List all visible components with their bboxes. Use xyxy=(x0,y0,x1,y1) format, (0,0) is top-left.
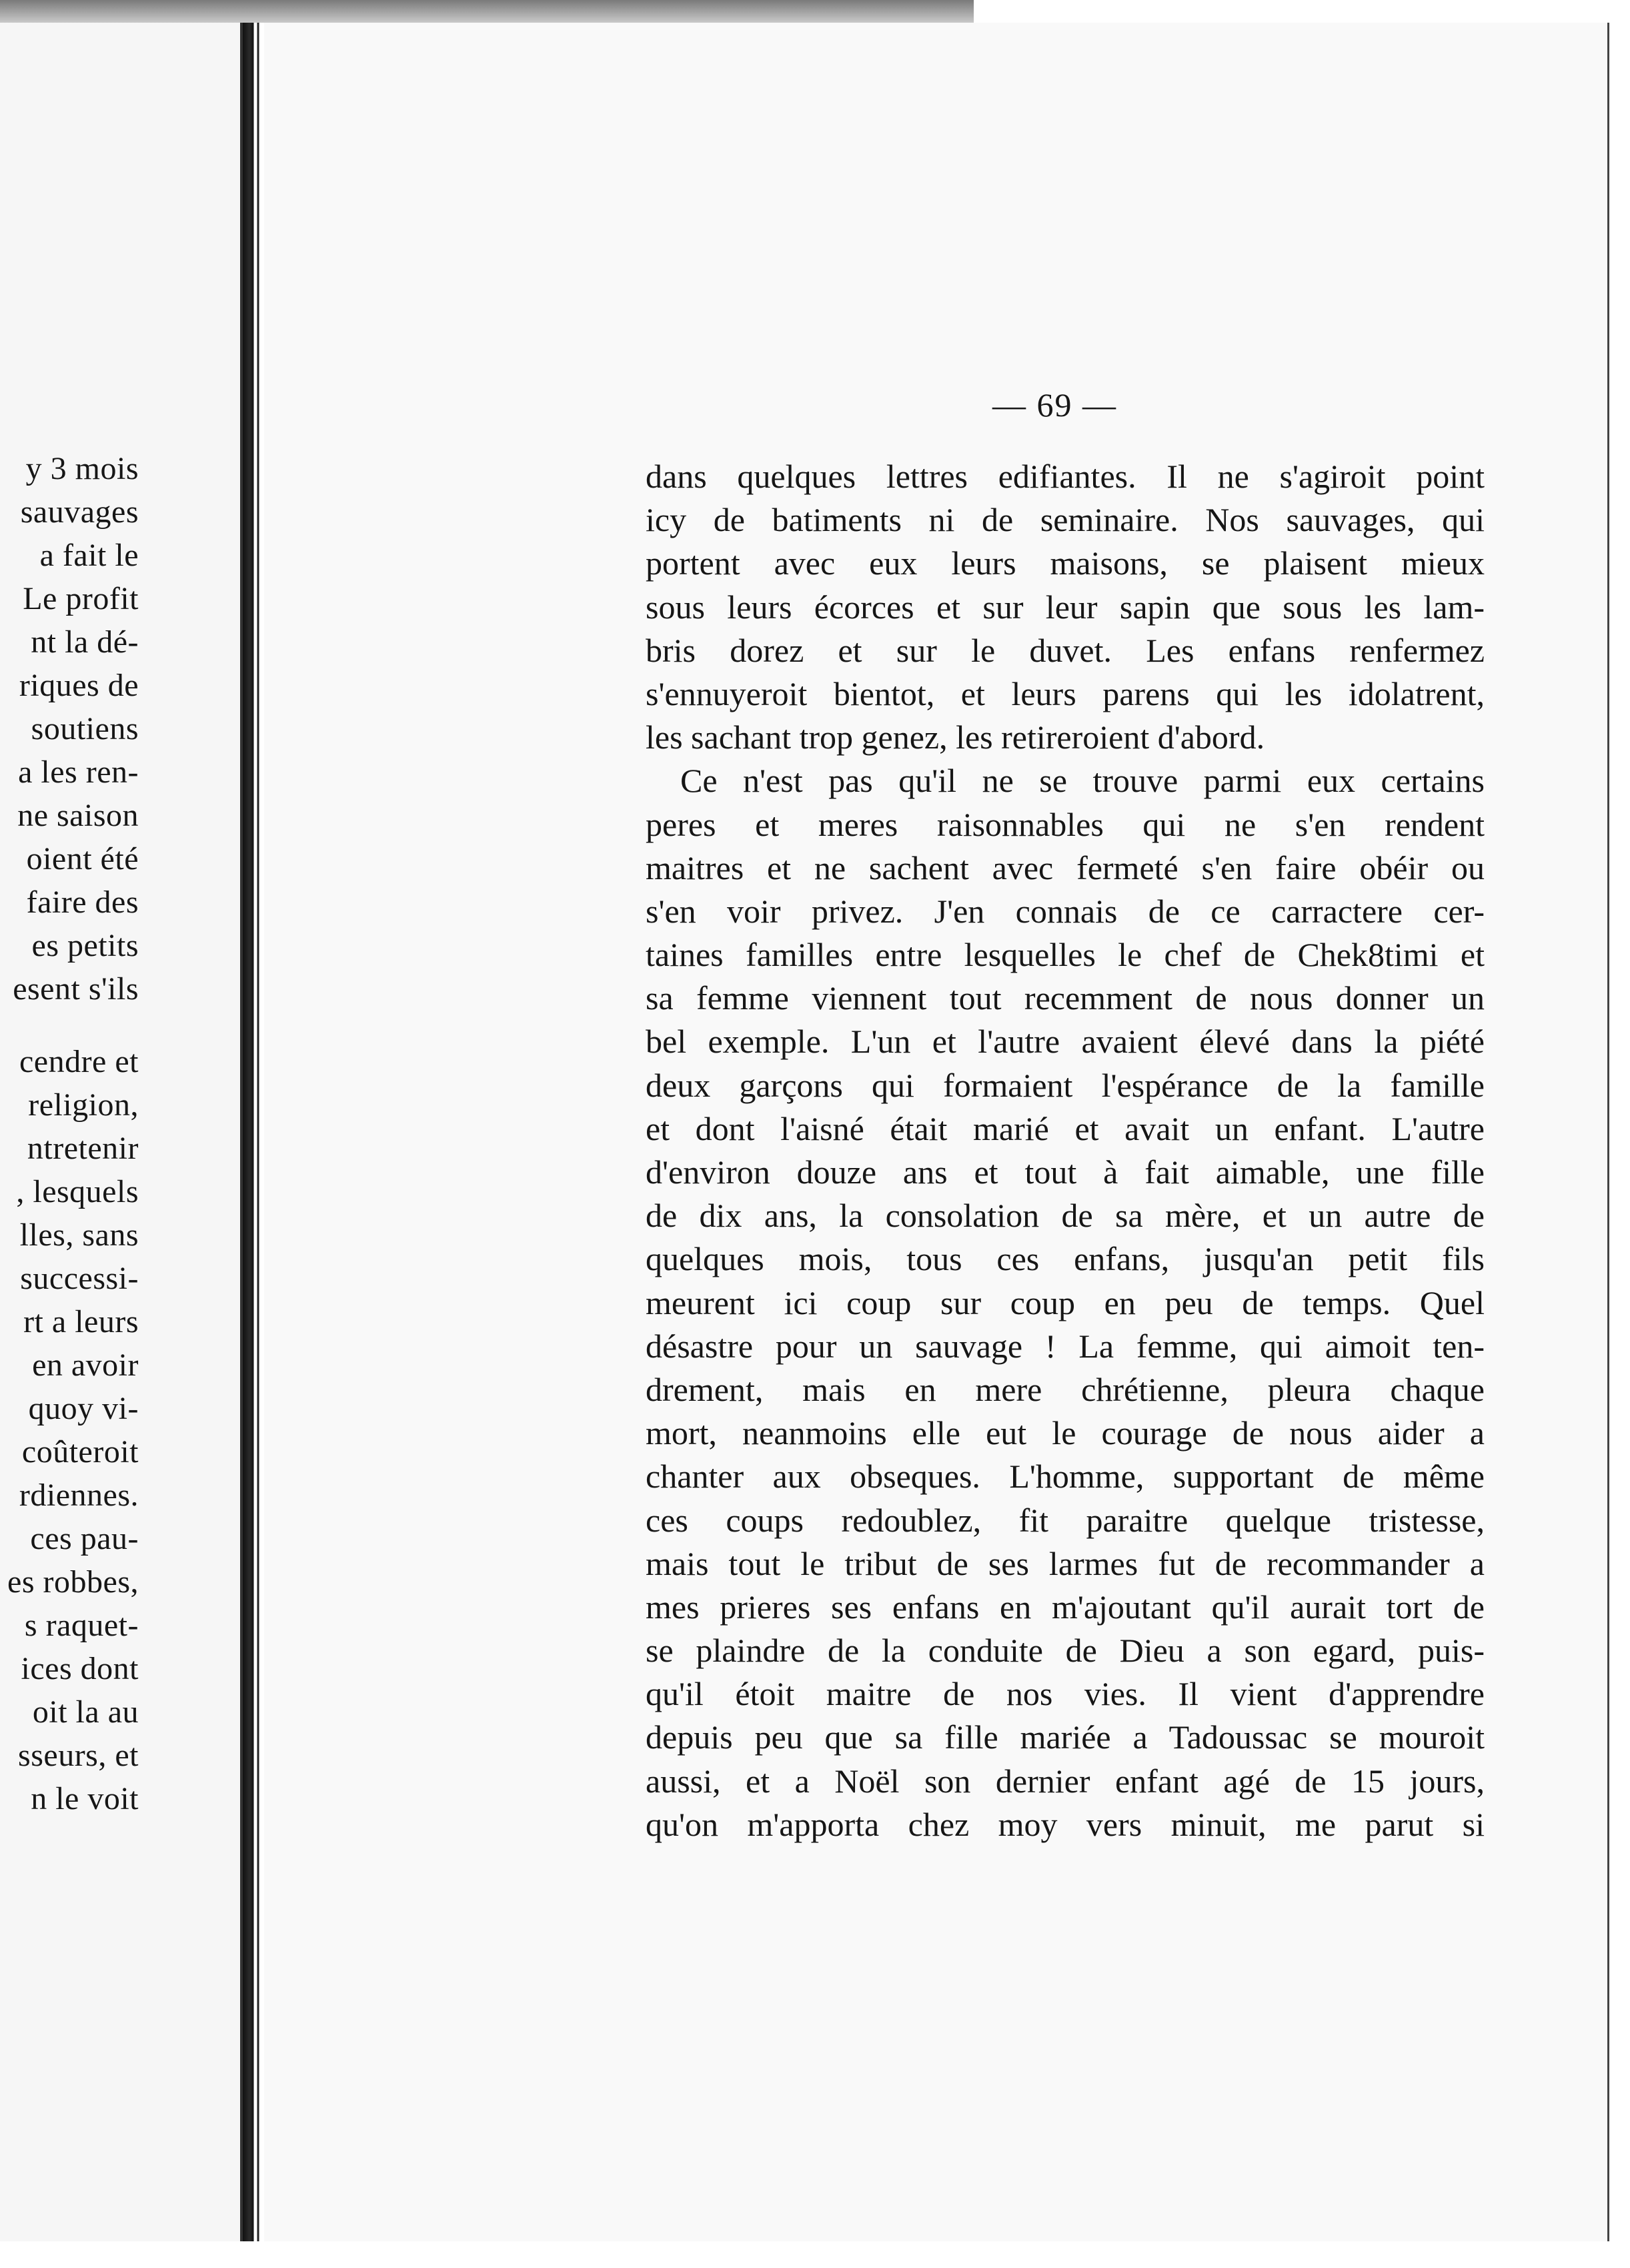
text-line: d'environ douze ans et tout à fait aimable, une fille xyxy=(646,1153,1485,1191)
text-line: de dix ans, la consolation de sa mère, et un autre de xyxy=(646,1197,1485,1235)
previous-page-line: sauvages xyxy=(20,494,139,530)
text-line: bris dorez et sur le duvet. Les enfans renfermez xyxy=(646,631,1485,669)
body-text xyxy=(646,455,1485,1846)
previous-page-line: esent s'ils xyxy=(13,971,139,1007)
previous-page-line: faire des xyxy=(26,885,139,920)
text-line: depuis peu que sa fille mariée a Tadoussac se mouroit xyxy=(646,1718,1485,1756)
previous-page-line: riques de xyxy=(19,668,139,703)
text-line: dans quelques lettres edifiantes. Il ne s'agiroit point xyxy=(646,458,1485,495)
text-line: icy de batiments ni de seminaire. Nos sauvages, qui xyxy=(646,501,1485,539)
previous-page-line: s raquet- xyxy=(24,1608,139,1643)
previous-page-line: en avoir xyxy=(32,1347,139,1383)
scan-bottom-margin xyxy=(0,2241,1630,2268)
text-line: taines familles entre lesquelles le chef de Chek8timi et xyxy=(646,936,1485,974)
text-line: mort, neanmoins elle eut le courage de nous aider a xyxy=(646,1414,1485,1452)
previous-page-line: successi- xyxy=(20,1261,139,1296)
previous-page-line: a fait le xyxy=(39,538,139,573)
paragraph-gap xyxy=(0,1011,139,1040)
text-line: deux garçons qui formaient l'espérance de la famille xyxy=(646,1066,1485,1104)
scanner-edge xyxy=(0,0,974,23)
text-line: drement, mais en mere chrétienne, pleura chaque xyxy=(646,1370,1485,1408)
current-page xyxy=(264,23,1609,2243)
previous-page-line: ices dont xyxy=(21,1651,139,1686)
text-line: se plaindre de la conduite de Dieu a son egard, puis- xyxy=(646,1632,1485,1670)
previous-page-line: religion, xyxy=(28,1087,139,1123)
text-line: meurent ici coup sur coup en peu de temps. Quel xyxy=(646,1283,1485,1321)
text-line: maitres et ne sachent avec fermeté s'en faire obéir ou xyxy=(646,848,1485,887)
page-number: — 69 — xyxy=(992,386,1117,424)
text-line: mes prieres ses enfans en m'ajoutant qu'il aurait tort de xyxy=(646,1588,1485,1626)
previous-page-line: lles, sans xyxy=(19,1217,139,1253)
previous-page-line: coûteroit xyxy=(21,1434,139,1470)
text-line: les sachant trop genez, les retireroient d'abord. xyxy=(646,718,1265,756)
previous-page-line: quoy vi- xyxy=(28,1391,139,1426)
previous-page-line: ntretenir xyxy=(27,1131,139,1166)
text-line: sa femme viennent tout recemment de nous donner un xyxy=(646,979,1485,1017)
text-line: ces coups redoublez, fit paraitre quelque tristesse, xyxy=(646,1501,1485,1539)
text-line: portent avec eux leurs maisons, se plaisent mieux xyxy=(646,544,1485,582)
text-line: Ce n'est pas qu'il ne se trouve parmi eux certains xyxy=(680,762,1485,800)
text-line: qu'il étoit maitre de nos vies. Il vient d'apprendre xyxy=(646,1675,1485,1713)
previous-page-line: oient été xyxy=(26,841,139,877)
previous-page-line: n le voit xyxy=(31,1781,139,1816)
book-binding-gutter xyxy=(243,23,263,2255)
text-line: peres et meres raisonnables qui ne s'en rendent xyxy=(646,805,1485,843)
text-line: sous leurs écorces et sur leur sapin que sous les lam- xyxy=(646,588,1485,626)
text-line: s'en voir privez. J'en connais de ce carractere cer- xyxy=(646,892,1485,930)
previous-page-line: soutiens xyxy=(31,711,139,746)
previous-page-line: es robbes, xyxy=(7,1564,139,1600)
previous-page-line: y 3 mois xyxy=(25,451,139,486)
text-line: et dont l'aisné était marié et avait un enfant. L'autre xyxy=(646,1109,1485,1147)
text-line: désastre pour un sauvage ! La femme, qui aimoit ten- xyxy=(646,1327,1485,1365)
previous-page-line: ne saison xyxy=(17,798,139,833)
text-line: s'ennuyeroit bientot, et leurs parens qui les idolatrent, xyxy=(646,674,1485,712)
previous-page-line: , lesquels xyxy=(16,1174,139,1209)
previous-page-line: es petits xyxy=(31,928,139,963)
previous-page-line: ces pau- xyxy=(30,1521,139,1556)
previous-page-line: rt a leurs xyxy=(23,1304,139,1339)
previous-page-text xyxy=(0,447,139,1820)
previous-page-fragment xyxy=(0,23,243,2241)
previous-page-line: nt la dé- xyxy=(31,624,139,660)
previous-page-line: rdiennes. xyxy=(19,1478,139,1513)
previous-page-line: cendre et xyxy=(19,1044,139,1079)
text-line: mais tout le tribut de ses larmes fut de recommander a xyxy=(646,1544,1485,1582)
previous-page-line: oit la au xyxy=(32,1694,139,1730)
text-line: aussi, et a Noël son dernier enfant agé de 15 jours, xyxy=(646,1762,1485,1800)
previous-page-line: sseurs, et xyxy=(18,1738,139,1773)
text-line: qu'on m'apporta chez moy vers minuit, me parut si xyxy=(646,1805,1485,1843)
text-line: chanter aux obseques. L'homme, supportant de même xyxy=(646,1458,1485,1496)
text-line: quelques mois, tous ces enfans, jusqu'an petit fils xyxy=(646,1240,1485,1278)
text-line: bel exemple. L'un et l'autre avaient élevé dans la piété xyxy=(646,1023,1485,1061)
previous-page-line: a les ren- xyxy=(18,754,139,790)
previous-page-line: Le profit xyxy=(23,581,139,616)
